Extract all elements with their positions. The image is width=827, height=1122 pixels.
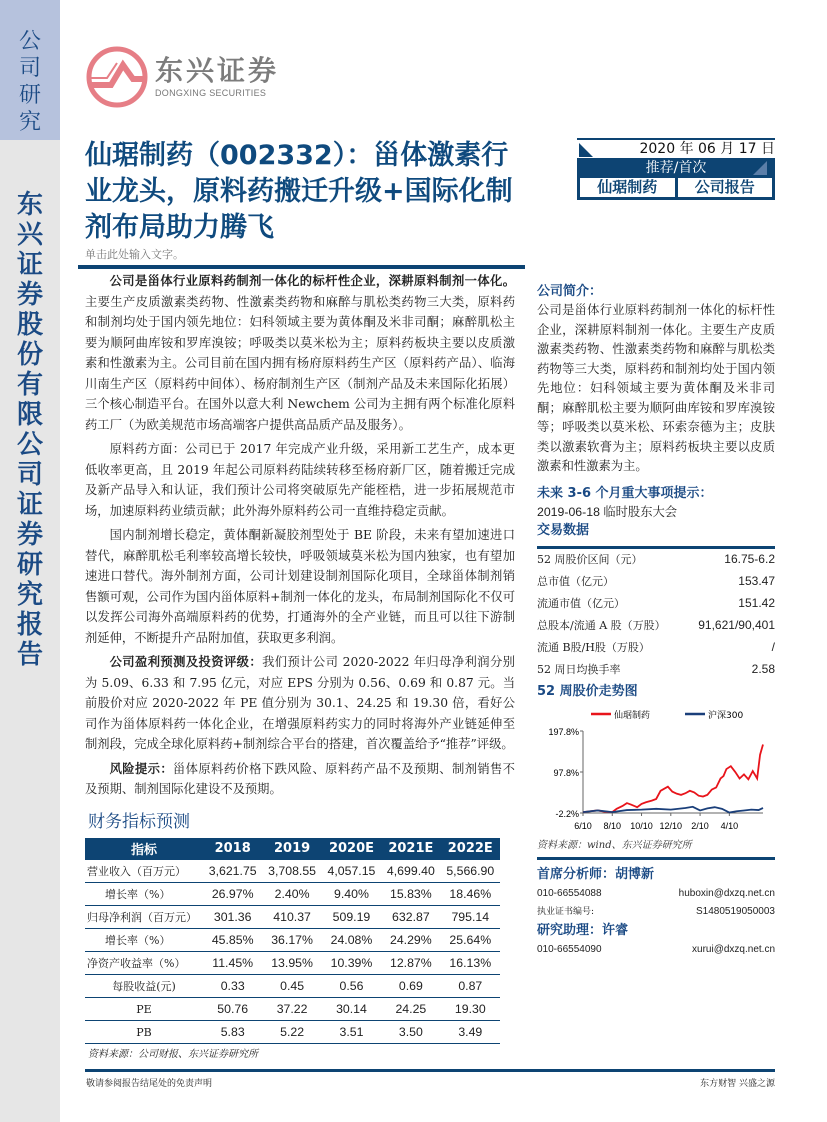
row-label: 增长率（%） xyxy=(85,929,203,952)
paragraph-text: 甾体原料药价格下跌风险、原料药产品不及预期、制剂销售不及预期、制剂国际化建设不及预期。 xyxy=(85,761,515,796)
legend-label: 沪深300 xyxy=(708,710,744,721)
table-cell: 5.22 xyxy=(262,1021,321,1044)
row-label: 归母净利润（百万元） xyxy=(85,906,203,929)
table-cell: 45.85% xyxy=(203,929,262,952)
column-header: 2021E xyxy=(381,838,440,860)
trade-row xyxy=(537,548,775,570)
table-cell: 795.14 xyxy=(441,906,500,929)
analyst-info xyxy=(537,857,775,959)
lead-bold: 风险提示： xyxy=(109,761,173,776)
row-label: 净资产收益率（%） xyxy=(85,952,203,975)
lead-bold: 公司是甾体行业原料药制剂一体化的标杆性企业，深耕原料制剂一体化。 xyxy=(109,274,515,288)
table-cell: 9.40% xyxy=(322,883,381,906)
chart-source: 资料来源：wind、东兴证券研究所 xyxy=(537,839,692,851)
table-cell: 4,699.40 xyxy=(381,860,440,883)
table-cell: 37.22 xyxy=(262,998,321,1021)
trade-table xyxy=(537,546,775,680)
trade-title: 交易数据 xyxy=(537,523,590,538)
intro-text: 公司是甾体行业原料药制剂一体化的标杆性企业，深耕原料制剂一体化。主要生产皮质激素类药物、性激素类药物和麻醉与肌松类药物等三大类，原料药和制剂均处于国内领先地位：妇科领域主要为黄体酮及米非司酮；麻醉肌松主要为顺阿曲库铵和罗库溴铵等；呼吸类以莫米松、环索奈德为主；皮肤类以激素软膏为主；原料药板块主要以皮质激素和性激素为主。 xyxy=(537,303,775,473)
table-cell: 36.17% xyxy=(262,929,321,952)
table-cell: 4,057.15 xyxy=(322,860,381,883)
column-header: 2022E xyxy=(441,838,500,860)
price-chart xyxy=(535,705,775,835)
table-cell: 3,621.75 xyxy=(203,860,262,883)
events-text: 2019-06-18 临时股东大会 xyxy=(537,504,678,519)
research-assistant: 研究助理：许睿 xyxy=(537,922,629,938)
table-row xyxy=(85,1021,500,1044)
trade-row xyxy=(537,570,775,592)
table-cell: 24.29% xyxy=(381,929,440,952)
paragraph xyxy=(85,271,515,435)
table-row xyxy=(85,975,500,998)
column-header: 指标 xyxy=(85,838,203,860)
table-cell: 19.30 xyxy=(441,998,500,1021)
table-cell: 3.51 xyxy=(322,1021,381,1044)
table-cell: 18.46% xyxy=(441,883,500,906)
table-cell: 12.87% xyxy=(381,952,440,975)
table-cell: 5.83 xyxy=(203,1021,262,1044)
series-line-xianju xyxy=(583,744,763,812)
x-tick-label: 6/10 xyxy=(574,820,592,831)
table-cell: 3.49 xyxy=(441,1021,500,1044)
intro-title: 公司简介： xyxy=(537,284,603,299)
table-cell: 50.76 xyxy=(203,998,262,1021)
logo-emblem-icon xyxy=(85,45,149,109)
trade-label: 流通 B股/H股（万股） xyxy=(537,640,650,654)
trade-row xyxy=(537,658,775,680)
legend-label: 仙琚制药 xyxy=(614,710,651,721)
right-column xyxy=(537,283,775,959)
row-label: PE xyxy=(85,998,203,1021)
paragraph xyxy=(85,759,515,800)
phone: 010-66554090 xyxy=(537,943,602,955)
y-tick-label: 197.8% xyxy=(548,726,579,737)
trade-value: 153.47 xyxy=(738,573,775,588)
chief-analyst: 首席分析师：胡博新 xyxy=(537,866,655,882)
column-header: 2020E xyxy=(322,838,381,860)
trade-value: 151.42 xyxy=(738,595,775,610)
logo-name: 东兴证券 xyxy=(155,54,280,87)
table-row xyxy=(85,952,500,975)
table-row xyxy=(85,883,500,906)
subtitle-placeholder[interactable]: 单击此处输入文字。 xyxy=(85,248,184,261)
report-type-tag: 公司报告 xyxy=(678,178,773,197)
phone: 010-66554088 xyxy=(537,887,602,899)
paragraph-text: 我们预计公司 2020-2022 年归母净利润分别为 5.09、6.33 和 7.95 亿元，对应 EPS 分别为 0.56、0.69 和 0.87 元。当前股价对应 2020-2022 年 PE 值分别为 30.1、24.25 和 19.30 倍，看好公司作为甾体原料药一体化企业，在增强原料药实力的同时将海外产业链延伸至制剂段，完成全球化原料药+制剂综合平台的搭建，首次覆盖给予“推荐”评级。 xyxy=(85,655,515,751)
trade-label: 总股本/流通 A 股（万股） xyxy=(537,618,666,632)
trade-value: 91,621/90,401 xyxy=(698,617,775,632)
x-tick-label: 4/10 xyxy=(720,820,739,831)
table-cell: 25.64% xyxy=(441,929,500,952)
table-cell: 0.87 xyxy=(441,975,500,998)
table-cell: 10.39% xyxy=(322,952,381,975)
paragraph xyxy=(85,652,515,755)
table-cell: 0.56 xyxy=(322,975,381,998)
column-header: 2018 xyxy=(203,838,262,860)
x-tick-label: 12/10 xyxy=(659,820,683,831)
email-link[interactable]: xurui@dxzq.net.cn xyxy=(692,943,775,955)
chart-title: 52 周股价走势图 xyxy=(537,683,638,699)
x-tick-label: 10/10 xyxy=(630,820,653,831)
table-cell: 632.87 xyxy=(381,906,440,929)
left-column xyxy=(85,271,517,1062)
footer-slogan: 东方财智 兴盛之源 xyxy=(700,1079,775,1089)
financials-source: 资料来源：公司财报、东兴证券研究所 xyxy=(88,1049,258,1060)
events-title: 未来 3-6 个月重大事项提示： xyxy=(537,485,713,501)
table-cell: 13.95% xyxy=(262,952,321,975)
main-body xyxy=(85,271,515,804)
trade-label: 52 周日均换手率 xyxy=(537,662,621,676)
table-cell: 5,566.90 xyxy=(441,860,500,883)
column-header: 2019 xyxy=(262,838,321,860)
footer-disclaimer: 敬请参阅报告结尾处的免责声明 xyxy=(86,1079,213,1089)
table-cell: 509.19 xyxy=(322,906,381,929)
table-row xyxy=(85,860,500,883)
table-cell: 3,708.55 xyxy=(262,860,321,883)
trade-label: 流通市值（亿元） xyxy=(537,596,625,610)
sidebar-section xyxy=(0,0,60,140)
table-cell: 0.45 xyxy=(262,975,321,998)
trade-row xyxy=(537,592,775,614)
paragraph-text: 主要生产皮质激素类药物、性激素类药物和麻醉与肌松类药物三大类，原料药和制剂均处于国内领先地位：妇科领域主要为黄体酮及米非司酮；麻醉肌松主要为顺阿曲库铵和罗库溴铵；呼吸类以莫米松为主；原料药板块主要以皮质激素和性激素为主。公司目前在国内拥有杨府原料药生产区（原料药产品）、临海川南生产区（原料药中间体）、杨府制剂生产区（制剂产品及未来国际化拓展）三个核心制造平台。在国外以意大利 Newchem 公司为主拥有两个标准化原料药工厂（为欧美规范市场高端客户提供高品质产品及服务）。 xyxy=(85,294,515,432)
sidebar-org xyxy=(0,140,60,1122)
paragraph: 国内制剂增长稳定，黄体酮新凝胶剂型处于 BE 阶段，未来有望加速进口替代，麻醉肌松毛利率较高增长较快，呼吸领域莫米松为国内独家，也有望加速进口替代。海外制剂方面，公司计划建设制剂国际化项目，全球甾体制剂销售额可观，公司作为国内甾体原料+制剂一体化的龙头，布局制剂国际化不仅可以发挥公司海外高端原料药的优势，打通海外的全产业链，而且可以往下游制剂延伸，不断提升产品附加值，获取更多利润。 xyxy=(85,528,515,645)
paragraph: 原料药方面：公司已于 2017 年完成产业升级，采用新工艺生产，成本更低收率更高，且 2019 年起公司原料药陆续转移至杨府新厂区，随着搬迁完成及新产品导入和认证，我们预计公司将突破原先产能桎梏，进一步拓展规范市场，加速原料药业绩贡献；此外海外原料药公司一直维持稳定贡献。 xyxy=(85,442,515,518)
table-cell: 410.37 xyxy=(262,906,321,929)
section-label: 公司研究 xyxy=(18,29,41,135)
table-cell: 24.25 xyxy=(381,998,440,1021)
row-label: 营业收入（百万元） xyxy=(85,860,203,883)
trade-row xyxy=(537,636,775,658)
lead-bold: 公司盈利预测及投资评级： xyxy=(109,655,263,669)
trade-value: 2.58 xyxy=(751,661,775,676)
trade-value: / xyxy=(771,639,775,654)
corner-triangle-icon xyxy=(753,161,767,175)
report-info-box xyxy=(577,138,775,200)
table-cell: 11.45% xyxy=(203,952,262,975)
financials-title: 财务指标预测 xyxy=(88,811,190,832)
trade-label: 总市值（亿元） xyxy=(537,574,614,588)
cert-number: S1480519050003 xyxy=(696,905,775,917)
trade-label: 52 周股价区间（元） xyxy=(537,553,643,567)
org-label: 东兴证券股份有限公司证券研究报告 xyxy=(16,190,43,670)
table-cell: 0.33 xyxy=(203,975,262,998)
table-cell: 30.14 xyxy=(322,998,381,1021)
row-label: 增长率（%） xyxy=(85,883,203,906)
table-row xyxy=(85,906,500,929)
x-tick-label: 2/10 xyxy=(691,820,709,831)
report-date: 2020 年 06 月 17 日 xyxy=(639,141,775,157)
table-cell: 301.36 xyxy=(203,906,262,929)
row-label: PB xyxy=(85,1021,203,1044)
table-row xyxy=(85,929,500,952)
table-row xyxy=(85,998,500,1021)
row-label: 每股收益(元) xyxy=(85,975,203,998)
y-tick-label: 97.8% xyxy=(553,767,579,778)
cert-label: 执业证书编号: xyxy=(537,906,595,917)
divider xyxy=(78,265,525,269)
table-cell: 0.69 xyxy=(381,975,440,998)
company-logo xyxy=(85,45,285,105)
y-tick-label: -2.2% xyxy=(555,808,579,819)
footer-divider xyxy=(85,1069,775,1072)
stock-tag: 仙琚制药 xyxy=(580,178,675,197)
trade-value: 16.75-6.2 xyxy=(724,552,775,567)
table-cell: 3.50 xyxy=(381,1021,440,1044)
logo-english: DONGXING SECURITIES xyxy=(155,88,267,98)
page-title: 仙琚制药（002332）：甾体激素行业龙头，原料药搬迁升级+国际化制剂布局助力腾飞 xyxy=(85,140,513,243)
email-link[interactable]: huboxin@dxzq.net.cn xyxy=(678,887,775,899)
financials-table xyxy=(85,838,500,1045)
table-cell: 15.83% xyxy=(381,883,440,906)
table-cell: 24.08% xyxy=(322,929,381,952)
table-cell: 2.40% xyxy=(262,883,321,906)
table-cell: 26.97% xyxy=(203,883,262,906)
rating-badge: 推荐/首次 xyxy=(645,160,707,176)
table-cell: 16.13% xyxy=(441,952,500,975)
corner-triangle-icon xyxy=(579,143,593,157)
trade-row xyxy=(537,614,775,636)
x-tick-label: 8/10 xyxy=(603,820,622,831)
series-line-csi300 xyxy=(583,806,763,812)
